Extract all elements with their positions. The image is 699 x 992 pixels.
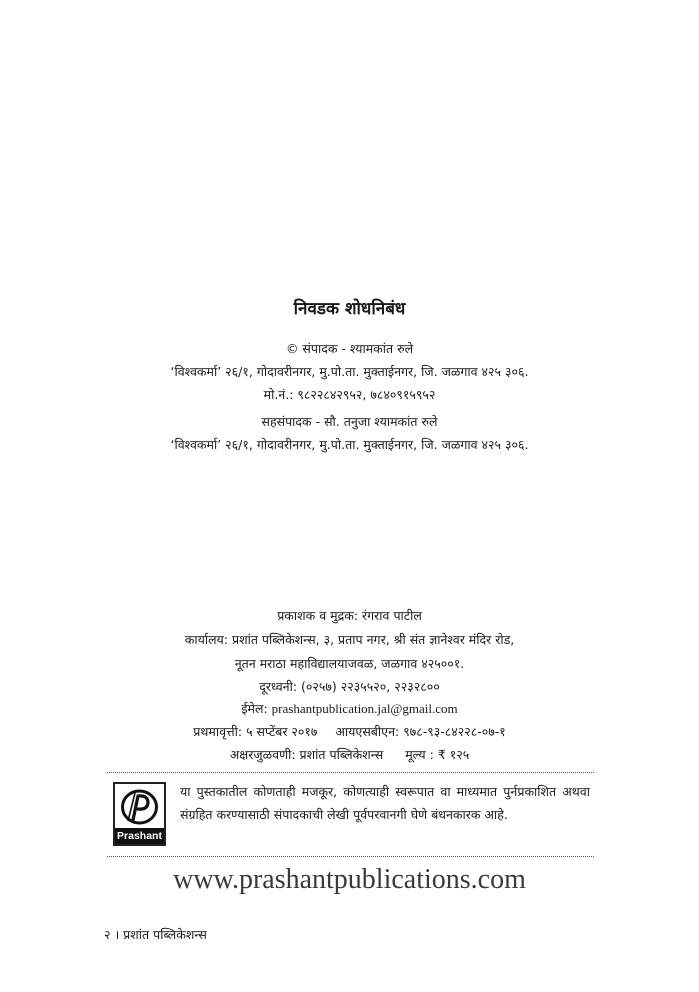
typeset-price-line (0, 747, 699, 763)
office-address-line-1: कार्यालय: प्रशांत पब्लिकेशन्स, ३, प्रताप नगर, श्री संत ज्ञानेश्वर मंदिर रोड, (184, 632, 515, 647)
email-line (0, 701, 699, 717)
book-title: निवडक शोधनिबंध (293, 299, 406, 319)
first-edition: प्रथमावृत्ती: ५ सप्टेंबर २०१७ (193, 724, 318, 739)
email-address[interactable]: prashantpublication.jal@gmail.com (271, 701, 458, 716)
isbn: आयएसबीएन: ९७८-९३-८४२२८-०७-१ (335, 724, 506, 739)
publisher-logo (113, 782, 166, 846)
logo-wordmark: Prashant (115, 828, 164, 844)
editor-line: © संपादक - श्यामकांत रुले (285, 341, 414, 356)
edition-isbn-line (0, 724, 699, 740)
email-label: ईमेल: (241, 701, 268, 716)
landline-phone: दूरध्वनी: (०२५७) २२३५५२०, २२३२८०० (259, 679, 440, 694)
website-url[interactable]: www.prashantpublications.com (173, 864, 526, 895)
typesetting: अक्षरजुळवणी: प्रशांत पब्लिकेशन्स (229, 747, 384, 762)
editor-phone: मो.नं.: ९८२२८४२९५२, ७८४०९१५९५२ (263, 387, 436, 402)
page-footer: २ । प्रशांत पब्लिकेशन्स (104, 927, 207, 942)
dotted-divider-top (107, 772, 594, 773)
publisher-line: प्रकाशक व मुद्रक: रंगराव पाटील (277, 608, 422, 623)
coeditor-address: ‘विश्वकर्मा’ २६/१, गोदावरीनगर, मु.पो.ता. मुक्ताईनगर, जि. जळगाव ४२५ ३०६. (170, 437, 529, 452)
dotted-divider-bottom (107, 856, 594, 857)
price: मूल्य : ₹ १२५ (405, 747, 470, 762)
coeditor-line: सहसंपादक - सौ. तनुजा श्यामकांत रुले (261, 414, 438, 429)
office-address-line-2: नूतन मराठा महाविद्यालयाजवळ, जळगाव ४२५००१. (234, 656, 465, 671)
editor-address: ‘विश्वकर्मा’ २६/१, गोदावरीनगर, मु.पो.ता. मुक्ताईनगर, जि. जळगाव ४२५ ३०६. (170, 364, 529, 379)
prashant-p-emblem-icon (119, 787, 160, 827)
copyright-notice: या पुस्तकातील कोणताही मजकूर, कोणत्याही स्वरूपात वा माध्यमात पुर्नप्रकाशित अथवा संग्रहित करण्यासाठी संपादकाची लेखी पूर्वपरवानगी घेणे बंधनकारक आहे. (180, 784, 590, 822)
